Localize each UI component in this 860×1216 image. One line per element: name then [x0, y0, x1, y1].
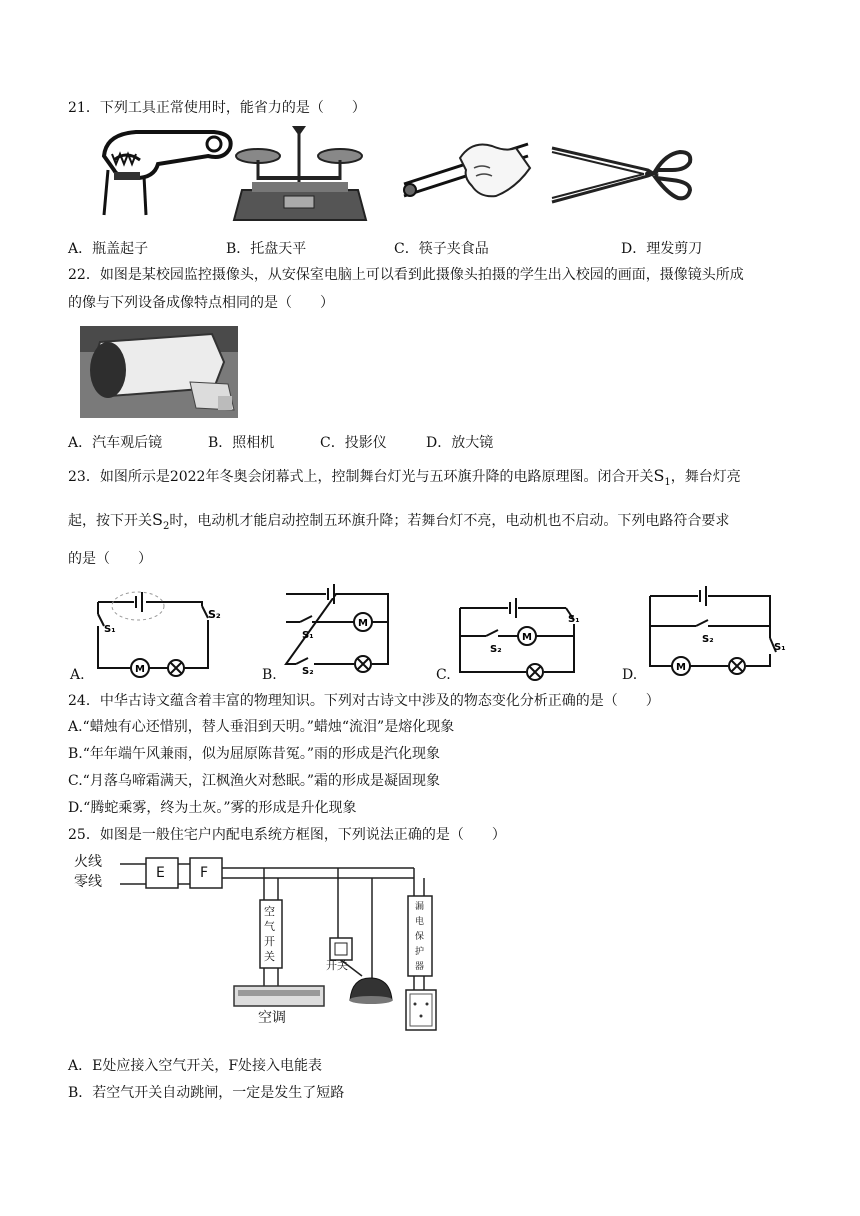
q23-option-a[interactable]: A.: [70, 667, 85, 683]
svg-text:M: M: [522, 632, 532, 643]
q25-option-a[interactable]: A．E处应接入空气开关，F处接入电能表: [68, 1058, 323, 1074]
circuit-b-diagram: [282, 584, 394, 677]
balance-scale-icon: [232, 120, 368, 224]
q22-stem-line2: 的像与下列设备成像特点相同的是（ ）: [68, 295, 334, 311]
q22-option-c[interactable]: C．投影仪: [320, 435, 387, 451]
svg-text:S₂: S₂: [208, 608, 221, 621]
switch-s2-label: $S_2$: [152, 510, 170, 533]
q22-option-d[interactable]: D．放大镜: [426, 435, 494, 451]
q21-option-d[interactable]: D．理发剪刀: [621, 241, 703, 257]
chopsticks-icon: [396, 138, 536, 206]
circuit-a-diagram: [90, 588, 230, 674]
q25-stem: 25．如图是一般住宅户内配电系统方框图，下列说法正确的是（ ）: [68, 827, 506, 843]
distribution-system-diagram: [74, 850, 464, 1040]
circuit-c-diagram: [454, 594, 594, 678]
surveillance-camera-icon: [80, 326, 238, 418]
svg-text:S₁: S₁: [302, 630, 314, 641]
box-f-label: F: [200, 865, 209, 881]
svg-text:S₂: S₂: [702, 634, 714, 645]
scissors-icon: [548, 140, 698, 208]
q24-stem: 24．中华古诗文蕴含着丰富的物理知识。下列对古诗文中涉及的物态变化分析正确的是（ ）: [68, 693, 660, 709]
socket-icon: [74, 850, 75, 851]
q21-option-a[interactable]: A．瓶盖起子: [68, 241, 149, 257]
circuit-d-diagram: [646, 586, 790, 676]
q22-option-b[interactable]: B．照相机: [208, 435, 275, 451]
q23-stem-line2: 起，按下开关$S_2$时，电动机才能启动控制五环旗升降；若舞台灯不亮，电动机也不启动。下列电路符合要求: [68, 510, 730, 533]
svg-text:M: M: [358, 618, 368, 629]
svg-text:S₁: S₁: [568, 614, 580, 625]
box-e-label: E: [156, 865, 165, 881]
q22-stem-line1: 22．如图是某校园监控摄像头，从安保室电脑上可以看到此摄像头拍摄的学生出入校园的画面，摄像镜头所成: [68, 267, 744, 283]
q24-option-b[interactable]: B.“年年端午风兼雨，似为屈原陈昔冤。”雨的形成是汽化现象: [68, 746, 441, 762]
svg-text:S₁: S₁: [104, 624, 116, 635]
q24-option-a[interactable]: A.“蜡烛有心还惜别，替人垂泪到天明。”蜡烛“流泪”是熔化现象: [68, 719, 455, 735]
svg-text:M: M: [135, 664, 145, 675]
svg-text:S₂: S₂: [302, 666, 314, 677]
neutral-wire-label: 零线: [74, 874, 102, 890]
q22-option-a[interactable]: A．汽车观后镜: [68, 435, 163, 451]
q21-stem: 21．下列工具正常使用时，能省力的是（ ）: [68, 100, 366, 116]
svg-text:M: M: [676, 662, 686, 673]
q24-option-d[interactable]: D.“腾蛇乘雾，终为土灰。”雾的形成是升化现象: [68, 800, 357, 816]
q24-option-c[interactable]: C.“月落乌啼霜满天，江枫渔火对愁眠。”霜的形成是凝固现象: [68, 773, 440, 789]
bottle-opener-icon: [96, 120, 236, 220]
q23-option-c[interactable]: C.: [436, 667, 451, 683]
svg-text:S₂: S₂: [490, 644, 502, 655]
q21-option-b[interactable]: B．托盘天平: [226, 241, 307, 257]
q25-option-b[interactable]: B．若空气开关自动跳闸，一定是发生了短路: [68, 1085, 345, 1101]
svg-text:S₁: S₁: [774, 642, 786, 653]
switch-s1-label: $S_1$: [653, 466, 671, 489]
leakage-protector-label: 漏 电 保 护 器: [415, 902, 425, 972]
air-switch-label: 空 气 开 关: [264, 905, 275, 963]
live-wire-label: 火线: [74, 854, 102, 870]
q21-option-c[interactable]: C．筷子夹食品: [394, 241, 489, 257]
q23-stem-line3: 的是（ ）: [68, 551, 152, 567]
q23-stem-line1: 23．如图所示是2022年冬奥会闭幕式上，控制舞台灯光与五环旗升降的电路原理图。闭合开关$S_1$，舞台灯亮: [68, 466, 741, 489]
q23-option-b[interactable]: B.: [262, 667, 277, 683]
q23-option-d[interactable]: D.: [622, 667, 638, 683]
aircon-label: 空调: [258, 1010, 286, 1026]
switch-label: 开关: [326, 959, 348, 972]
